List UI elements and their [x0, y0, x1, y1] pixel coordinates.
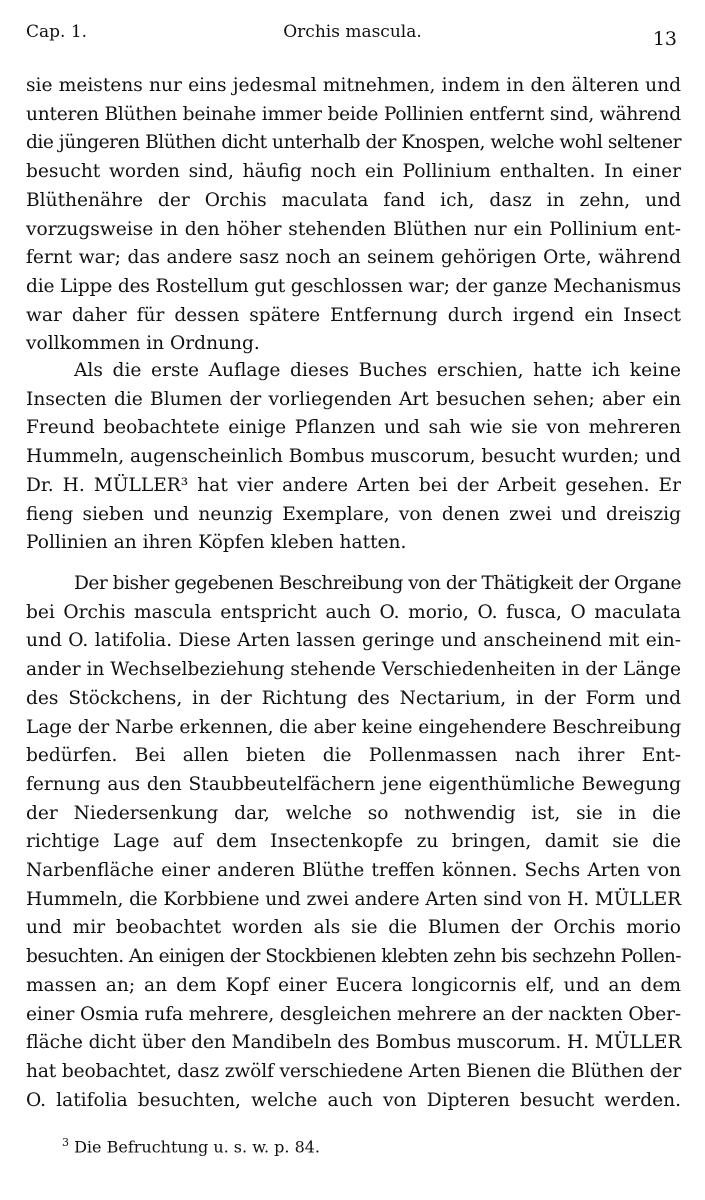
text-line: der Niedersenkung dar, welche so nothwendig ist, sie in die: [26, 802, 681, 824]
text-line: Insecten die Blumen der vorliegenden Art besuchen sehen; aber ein: [26, 388, 681, 410]
chapter-label: Cap. 1.: [26, 22, 88, 42]
text-line: hat beobachtet, dasz zwölf verschiedene Arten Bienen die Blüthen der: [26, 1060, 682, 1082]
text-line: besuchten. An einigen der Stockbienen klebten zehn bis sechzehn Pollen-: [26, 946, 681, 968]
text-line: fieng sieben und neunzig Exemplare, von denen zwei und dreiszig: [26, 503, 681, 525]
text-line: ander in Wechselbeziehung stehende Verschiedenheiten in der Länge: [26, 659, 681, 681]
paragraph-3: [26, 570, 681, 1115]
text-line: des Stöckchens, in der Richtung des Nectarium, in der Form und: [26, 687, 681, 709]
text-line: bedürfen. Bei allen bieten die Pollenmassen nach ihrer Ent-: [26, 745, 681, 767]
text-line: fernt war; das andere sasz noch an seinem gehörigen Orte, während: [26, 247, 681, 269]
text-line: Lage der Narbe erkennen, die aber keine eingehendere Beschreibung: [26, 716, 682, 738]
text-line: und mir beobachtet worden als sie die Blumen der Orchis morio: [26, 917, 681, 939]
text-line: Der bisher gegebenen Beschreibung von der Thätigkeit der Organe: [74, 573, 681, 594]
text-line: war daher für dessen spätere Entfernung durch irgend ein Insect: [26, 304, 681, 326]
text-line: Narbenfläche einer anderen Blüthe treffen können. Sechs Arten von: [26, 860, 681, 882]
text-line: die jüngeren Blüthen dicht unterhalb der Knospen, welche wohl seltener: [26, 132, 681, 154]
text-line: unteren Blüthen beinahe immer beide Pollinien entfernt sind, während: [26, 103, 681, 125]
text-line: Freund beobachtete einige Pflanzen und sah wie sie von mehreren: [26, 417, 681, 439]
footnote: [62, 1136, 320, 1156]
running-header: [26, 22, 679, 52]
text-line: Als die erste Auflage dieses Buches erschien, hatte ich keine: [74, 360, 681, 381]
text-line: vollkommen in Ordnung.: [26, 333, 260, 355]
text-line: massen an; an dem Kopf einer Eucera longicornis elf, und an dem: [26, 974, 681, 996]
footnote-marker: 3: [62, 1136, 69, 1149]
text-line: O. latifolia besuchten, welche auch von Dipteren besucht werden.: [26, 1089, 681, 1111]
text-line: fernung aus den Staubbeutelfächern jene eigenthümliche Bewegung: [26, 773, 681, 795]
text-line: einer Osmia rufa mehrere, desgleichen mehrere an der nackten Ober-: [26, 1003, 682, 1025]
text-line: Blüthenähre der Orchis maculata fand ich, dasz in zehn, und: [26, 189, 681, 211]
text-line: Hummeln, augenscheinlich Bombus muscorum, besucht wurden; und: [26, 446, 681, 468]
text-line: richtige Lage auf dem Insectenkopfe zu bringen, damit sie die: [26, 831, 681, 853]
running-title: Orchis mascula.: [283, 22, 422, 42]
text-line: fläche dicht über den Mandibeln des Bombus muscorum. H. MÜLLER: [26, 1032, 682, 1054]
paragraph-2: [26, 357, 681, 558]
text-line: besucht worden sind, häufig noch ein Pollinium enthalten. In einer: [26, 161, 681, 183]
text-line: und O. latifolia. Diese Arten lassen geringe und anscheinend mit ein-: [26, 630, 681, 652]
page-number: 13: [652, 28, 677, 50]
text-line: vorzugsweise in den höher stehenden Blüthen nur ein Pollinium ent-: [26, 218, 681, 240]
text-line: Hummeln, die Korbbiene und zwei andere Arten sind von H. MÜLLER: [26, 888, 681, 910]
footnote-text: Die Befruchtung u. s. w. p. 84.: [74, 1137, 321, 1157]
text-line: die Lippe des Rostellum gut geschlossen war; der ganze Mechanismus: [26, 275, 681, 297]
text-line: Dr. H. MÜLLER³ hat vier andere Arten bei der Arbeit gesehen. Er: [26, 474, 681, 496]
paragraph-1: [26, 72, 681, 359]
text-line: Pollinien an ihren Köpfen kleben hatten.: [26, 532, 407, 554]
text-line: bei Orchis mascula entspricht auch O. morio, O. fusca, O maculata: [26, 601, 681, 623]
text-line: sie meistens nur eins jedesmal mitnehmen, indem in den älteren und: [26, 75, 681, 96]
